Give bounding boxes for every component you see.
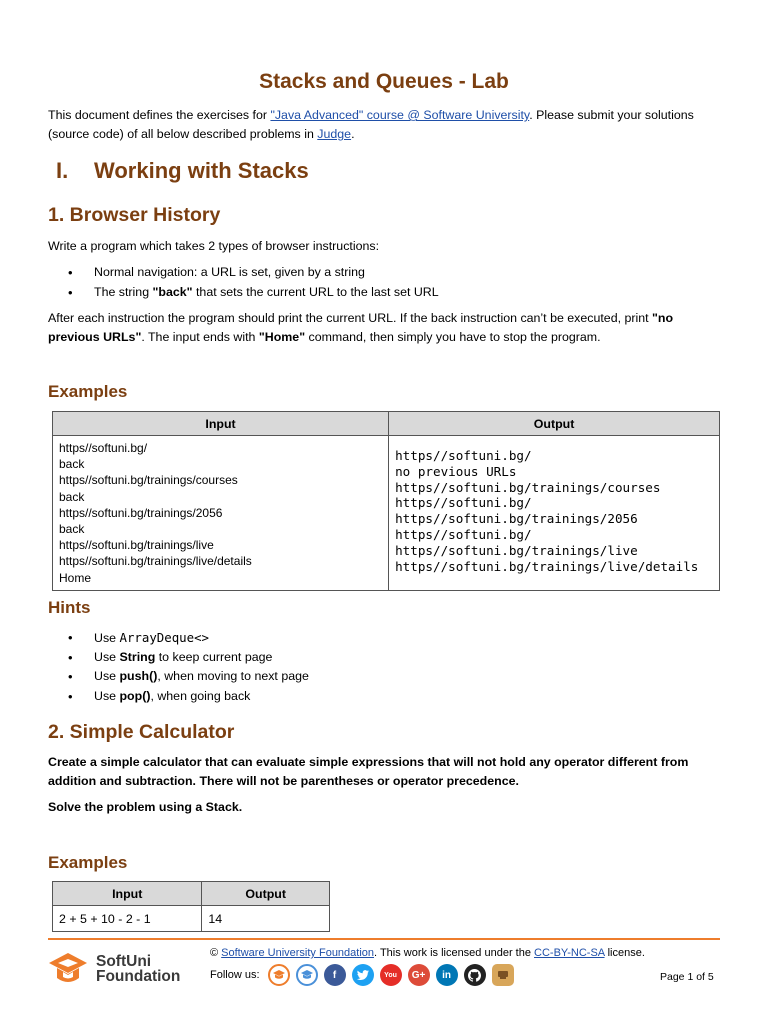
output-line: https//softuni.bg/trainings/courses bbox=[395, 479, 661, 495]
code-snippet: String bbox=[119, 649, 156, 664]
course-link[interactable]: "Java Advanced" course @ Software University bbox=[270, 108, 530, 122]
input-cell: 2 + 5 + 10 - 2 - 1 bbox=[53, 906, 202, 932]
examples-heading: Examples bbox=[48, 382, 128, 401]
intro-text: . Please submit your solutions (source code) of all below described problems in bbox=[48, 108, 694, 141]
hint-text: , when moving to next page bbox=[157, 669, 309, 683]
examples-table bbox=[52, 411, 720, 591]
follow-us bbox=[210, 964, 514, 986]
judge-link[interactable]: Judge bbox=[317, 127, 352, 141]
twitter-icon[interactable] bbox=[352, 964, 374, 986]
hint-item bbox=[68, 628, 309, 648]
output-line: https//softuni.bg/ bbox=[395, 526, 532, 542]
input-line: back bbox=[59, 457, 85, 472]
follow-label: Follow us: bbox=[210, 969, 260, 981]
license-text: . This work is licensed under the bbox=[374, 947, 535, 959]
output-line: https//softuni.bg/trainings/live/details bbox=[395, 558, 699, 574]
hint-item bbox=[68, 667, 309, 687]
hint-item bbox=[68, 648, 309, 668]
footer-license bbox=[210, 947, 645, 959]
column-header-input: Input bbox=[53, 412, 389, 436]
table-row bbox=[53, 436, 720, 591]
list-item bbox=[68, 263, 439, 283]
slideshare-icon[interactable] bbox=[492, 964, 514, 986]
license-text: license. bbox=[604, 947, 645, 959]
problem-2-description: Create a simple calculator that can evaluate simple expressions that will not hold any operator different from addition and subtraction. There will not be parentheses or operator precedence. bbox=[48, 755, 689, 788]
input-line: back bbox=[59, 489, 85, 504]
calculator-examples-table bbox=[52, 881, 330, 932]
graduation-cap-icon bbox=[48, 951, 88, 987]
input-line: https//softuni.bg/trainings/2056 bbox=[59, 505, 223, 520]
instruction-list bbox=[68, 263, 439, 302]
list-item-text: The string bbox=[94, 284, 153, 299]
footer-divider bbox=[48, 938, 720, 940]
output-cell bbox=[389, 436, 720, 591]
page-number: Page 1 of 5 bbox=[660, 971, 714, 983]
output-line: https//softuni.bg/ bbox=[395, 448, 532, 463]
license-link[interactable]: CC-BY-NC-SA bbox=[534, 947, 605, 959]
examples-heading-2: Examples bbox=[48, 853, 128, 872]
logo-line: SoftUni bbox=[96, 953, 152, 970]
table-row bbox=[53, 906, 330, 932]
output-line: https//softuni.bg/trainings/live bbox=[395, 542, 638, 558]
output-line: https//softuni.bg/ bbox=[395, 495, 532, 511]
paragraph-text: After each instruction the program should print the current URL. If the back instruction can’t be executed, print bbox=[48, 311, 653, 325]
column-header-input: Input bbox=[53, 882, 202, 906]
hint-text: , when going back bbox=[150, 688, 251, 703]
google-plus-icon[interactable]: G+ bbox=[408, 964, 430, 986]
problem-1-output-description bbox=[48, 309, 720, 347]
list-item-text: Normal navigation: a URL is set, given by a string bbox=[94, 265, 365, 279]
softuni-icon[interactable] bbox=[268, 964, 290, 986]
keyword: "no previous URLs" bbox=[48, 311, 674, 344]
softuni-logo[interactable] bbox=[48, 951, 180, 987]
section-title: Working with Stacks bbox=[94, 158, 309, 183]
hints-list bbox=[68, 628, 309, 706]
facebook-icon[interactable]: f bbox=[324, 964, 346, 986]
softuni-foundation-icon[interactable] bbox=[296, 964, 318, 986]
document-title: Stacks and Queues - Lab bbox=[259, 70, 509, 93]
hint-text: Use bbox=[94, 649, 120, 664]
list-item bbox=[68, 283, 439, 303]
hints-heading: Hints bbox=[48, 598, 91, 617]
column-header-output: Output bbox=[389, 412, 720, 436]
paragraph-text: . The input ends with bbox=[141, 330, 259, 344]
logo-line: Foundation bbox=[96, 968, 181, 985]
keyword: "Home" bbox=[258, 330, 306, 344]
intro-text: This document defines the exercises for bbox=[48, 108, 271, 122]
problem-2-heading: 2. Simple Calculator bbox=[48, 721, 235, 743]
code-snippet: pop() bbox=[119, 688, 151, 703]
input-line: https//softuni.bg/trainings/courses bbox=[59, 473, 238, 488]
keyword: "back" bbox=[152, 284, 193, 299]
foundation-link[interactable]: Software University Foundation bbox=[221, 947, 375, 959]
section-heading bbox=[56, 158, 309, 184]
problem-1-description: Write a program which takes 2 types of browser instructions: bbox=[48, 239, 380, 253]
intro-paragraph bbox=[48, 106, 720, 144]
logo-text bbox=[96, 954, 180, 984]
hint-text: Use bbox=[94, 669, 120, 683]
code-snippet: push() bbox=[119, 669, 158, 683]
section-number: I. bbox=[56, 158, 69, 183]
input-line: https//softuni.bg/ bbox=[59, 441, 148, 455]
output-line: no previous URLs bbox=[395, 463, 517, 479]
output-line: https//softuni.bg/trainings/2056 bbox=[395, 511, 638, 527]
list-item-text: that sets the current URL to the last set URL bbox=[192, 284, 439, 299]
hint-text: Use bbox=[94, 688, 120, 703]
youtube-icon[interactable]: You bbox=[380, 964, 402, 986]
input-cell bbox=[53, 436, 389, 591]
column-header-output: Output bbox=[202, 882, 330, 906]
code-snippet: ArrayDeque<> bbox=[119, 630, 210, 645]
linkedin-icon[interactable]: in bbox=[436, 964, 458, 986]
output-cell: 14 bbox=[202, 906, 330, 932]
hint-text: to keep current page bbox=[155, 649, 273, 664]
input-line: back bbox=[59, 522, 85, 537]
input-line: https//softuni.bg/trainings/live bbox=[59, 538, 214, 553]
input-line: https//softuni.bg/trainings/live/details bbox=[59, 554, 252, 569]
input-line: Home bbox=[59, 570, 92, 585]
copyright-text: © bbox=[210, 947, 222, 959]
hint-text: Use bbox=[94, 631, 120, 645]
problem-1-heading: 1. Browser History bbox=[48, 204, 221, 226]
github-icon[interactable] bbox=[464, 964, 486, 986]
hint-item bbox=[68, 687, 309, 707]
problem-2-instruction: Solve the problem using a Stack. bbox=[48, 800, 243, 814]
intro-text: . bbox=[351, 127, 355, 141]
paragraph-text: command, then simply you have to stop the program. bbox=[305, 330, 601, 344]
